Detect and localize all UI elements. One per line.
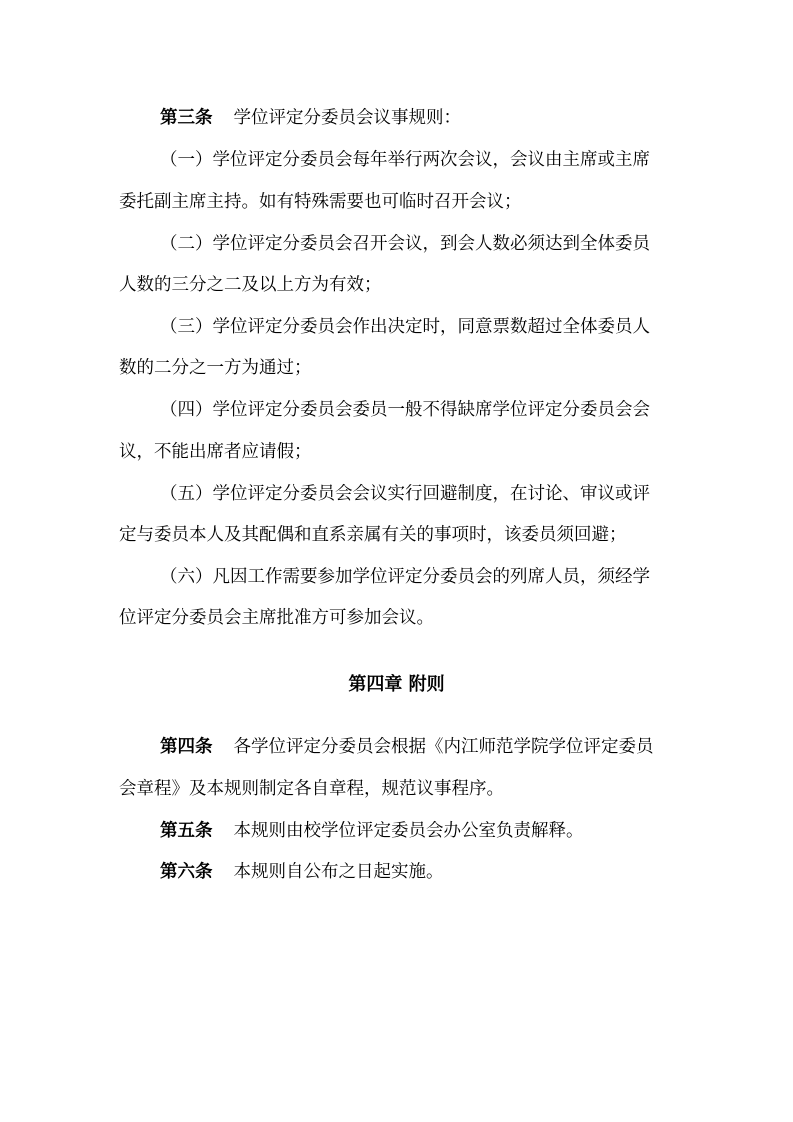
item-4-line-1: （四）学位评定分委员会委员一般不得缺席学位评定分委员会会 [160, 400, 650, 420]
article-6 [160, 860, 677, 884]
item-5-line-1: （五）学位评定分委员会会议实行回避制度，在讨论、审议或评 [160, 484, 650, 504]
item-1-line-2: 委托副主席主持。如有特殊需要也可临时召开会议； [119, 192, 522, 212]
article-3-label: 第三条 [160, 108, 213, 128]
article-5-label: 第五条 [160, 821, 213, 841]
item-4-line-2: 议，不能出席者应请假； [119, 442, 312, 462]
article-4-line-1 [160, 735, 677, 759]
item-3-line-2: 数的二分之一方为通过； [119, 358, 312, 378]
item-5-line-2: 定与委员本人及其配偶和直系亲属有关的事项时，该委员须回避； [119, 525, 627, 545]
article-6-text: 本规则自公布之日起实施。 [233, 862, 444, 882]
item-3-line-1: （三）学位评定分委员会作出决定时，同意票数超过全体委员人 [160, 317, 650, 337]
item-1-line-1: （一）学位评定分委员会每年举行两次会议，会议由主席或主席 [160, 150, 650, 170]
article-3-title: 学位评定分委员会议事规则： [233, 108, 461, 128]
chapter-4-title: 第四章 附则 [348, 674, 445, 695]
item-2-line-2: 人数的三分之二及以上方为有效； [119, 275, 382, 295]
article-6-label: 第六条 [160, 862, 213, 882]
item-6-line-1: （六）凡因工作需要参加学位评定分委员会的列席人员，须经学 [160, 567, 650, 587]
article-5 [160, 819, 677, 843]
article-4-line-2: 会章程》及本规则制定各自章程，规范议事程序。 [119, 779, 504, 799]
article-4-text-1: 各学位评定分委员会根据《内江师范学院学位评定委员 [233, 737, 654, 757]
article-5-text: 本规则由校学位评定委员会办公室负责解释。 [233, 821, 584, 841]
article-3-heading [160, 106, 677, 130]
item-2-line-1: （二）学位评定分委员会召开会议，到会人数必须达到全体委员 [160, 234, 650, 254]
item-6-line-2: 位评定分委员会主席批准方可参加会议。 [119, 608, 434, 628]
article-4-label: 第四条 [160, 737, 213, 757]
